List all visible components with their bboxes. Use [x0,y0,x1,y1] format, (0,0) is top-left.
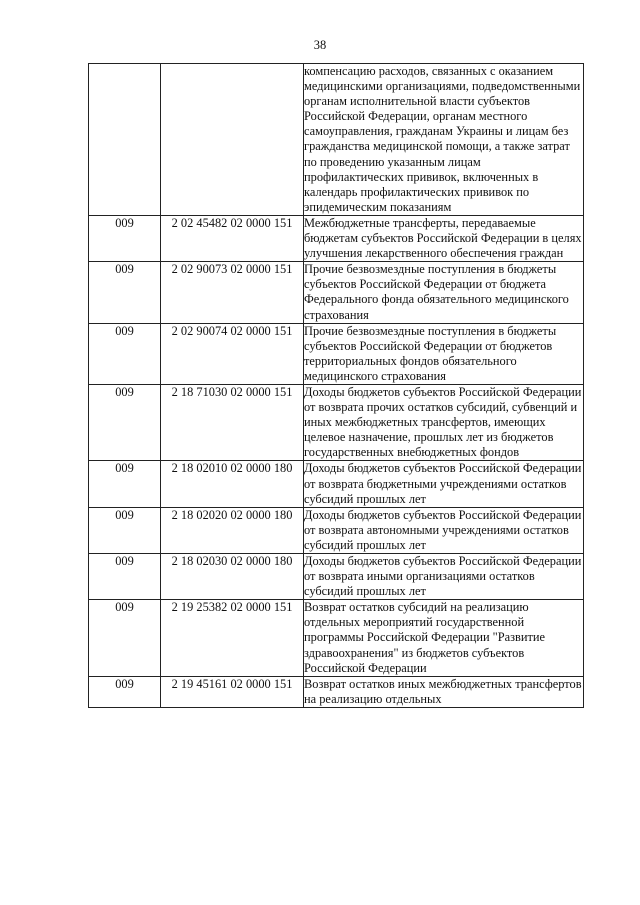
admin-code-cell: 009 [89,461,161,507]
admin-code-cell: 009 [89,215,161,261]
income-name-text: Доходы бюджетов субъектов Российской Федерации от возврата автономными учреждениями остатков субсидий прошлых лет [304,507,582,552]
income-code-cell: 2 18 02020 02 0000 180 [161,507,304,553]
income-code-cell: 2 19 45161 02 0000 151 [161,676,304,707]
income-name-cell [304,507,584,553]
table-row [89,64,584,216]
table-row [89,600,584,676]
admin-code-cell: 009 [89,600,161,676]
income-name-cell [304,64,584,216]
table-row [89,384,584,460]
income-name-text: Возврат остатков иных межбюджетных трансфертов на реализацию отдельных [304,676,582,706]
income-name-cell [304,554,584,600]
table-row [89,676,584,707]
income-name-cell [304,676,584,707]
income-code-cell: 2 02 90074 02 0000 151 [161,323,304,384]
table-row [89,323,584,384]
income-name-text: Прочие безвозмездные поступления в бюджеты субъектов Российской Федерации от бюджетов территориальных фондов обязательного медицинского страхования [304,323,557,383]
continuation-text: компенсацию расходов, связанных с оказанием медицинскими организациями, подведомственными органам исполнительной власти субъектов Российской Федерации, органам местного самоуправления, гражданам Украины и лицам без гражданства медицинской помощи, а также затрат по проведению указанным лицам профилактических прививок, включенных в календарь профилактических прививок по эпидемическим показаниям [304,64,581,214]
income-code-cell: 2 02 45482 02 0000 151 [161,215,304,261]
income-name-text: Доходы бюджетов субъектов Российской Федерации от возврата иными организациями остатков субсидий прошлых лет [304,554,582,599]
income-name-text: Доходы бюджетов субъектов Российской Федерации от возврата прочих остатков субсидий, субвенций и иных межбюджетных трансфертов, имеющих целевое назначение, прошлых лет из бюджетов государственных внебюджетных фондов [304,384,582,460]
income-code-cell: 2 02 90073 02 0000 151 [161,262,304,323]
income-name-cell [304,215,584,261]
income-code-cell: 2 18 71030 02 0000 151 [161,384,304,460]
income-name-cell [304,262,584,323]
table-row [89,461,584,507]
income-code-cell: 2 18 02010 02 0000 180 [161,461,304,507]
income-name-cell [304,461,584,507]
admin-code-cell: 009 [89,554,161,600]
income-name-text: Межбюджетные трансферты, передаваемые бюджетам субъектов Российской Федерации в целях улучшения лекарственного обеспечения граждан [304,215,582,261]
admin-code-cell: 009 [89,384,161,460]
page-number: 38 [313,38,327,52]
income-codes-table [88,63,584,708]
admin-code-cell: 009 [89,676,161,707]
table-row [89,507,584,553]
table-row [89,262,584,323]
admin-code-cell: 009 [89,262,161,323]
income-code-cell [161,64,304,216]
income-name-text: Доходы бюджетов субъектов Российской Федерации от возврата бюджетными учреждениями остатков субсидий прошлых лет [304,461,582,506]
income-name-text: Возврат остатков субсидий на реализацию отдельных мероприятий государственной программы Российской Федерации "Развитие здравоохранения" из бюджетов субъектов Российской Федерации [304,600,546,675]
admin-code-cell: 009 [89,323,161,384]
income-name-cell [304,600,584,676]
income-name-cell [304,384,584,460]
income-name-text: Прочие безвозмездные поступления в бюджеты субъектов Российской Федерации от бюджета Федерального фонда обязательного медицинского страхования [304,262,569,322]
table-row [89,215,584,261]
admin-code-cell [89,64,161,216]
income-name-cell [304,323,584,384]
income-code-cell: 2 18 02030 02 0000 180 [161,554,304,600]
admin-code-cell: 009 [89,507,161,553]
income-code-cell: 2 19 25382 02 0000 151 [161,600,304,676]
table-row [89,554,584,600]
